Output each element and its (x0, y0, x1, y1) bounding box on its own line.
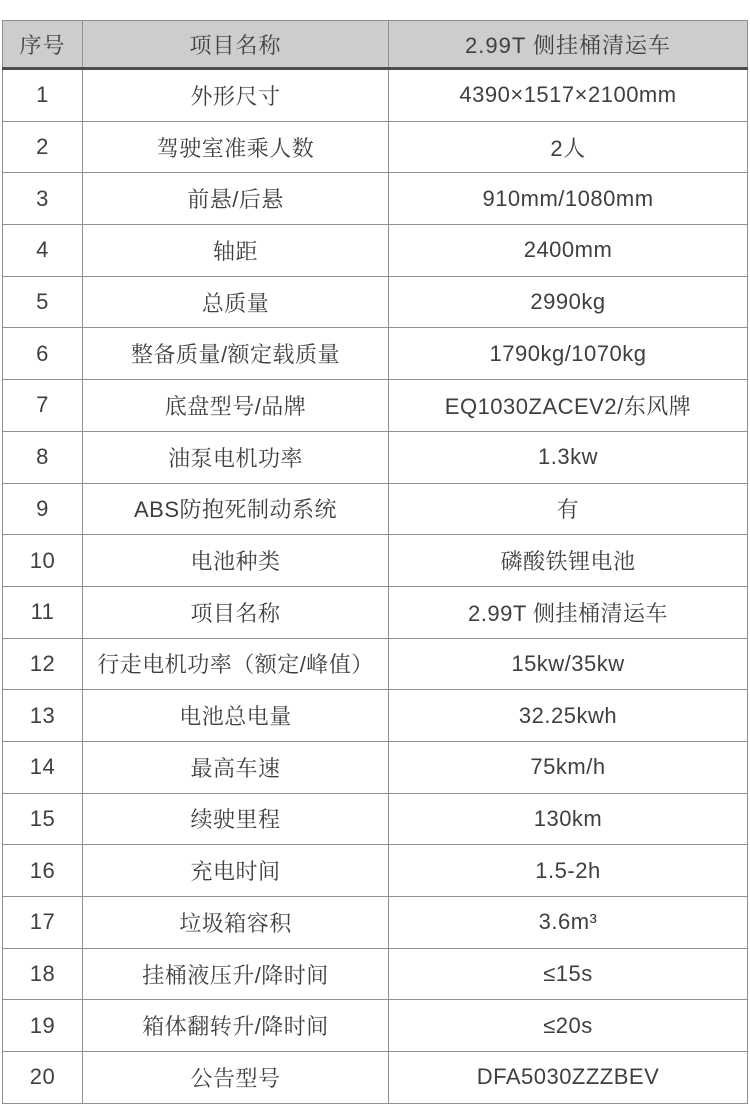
table-row (3, 1052, 748, 1104)
item-name-cell: 行走电机功率（额定/峰值） (83, 638, 389, 690)
item-value-cell: 3.6m³ (389, 897, 748, 949)
table-row (3, 845, 748, 897)
table-row (3, 638, 748, 690)
table-row (3, 586, 748, 638)
table-body (3, 69, 748, 1104)
row-index-cell: 20 (3, 1052, 83, 1104)
item-name-cell: 电池总电量 (83, 690, 389, 742)
item-name-cell: 驾驶室准乘人数 (83, 121, 389, 173)
row-index-cell: 11 (3, 586, 83, 638)
row-index-cell: 15 (3, 793, 83, 845)
row-index-cell: 9 (3, 483, 83, 535)
item-name-cell: 充电时间 (83, 845, 389, 897)
item-value-cell: 2400mm (389, 225, 748, 277)
item-value-cell: 75km/h (389, 741, 748, 793)
item-name-cell: 前悬/后悬 (83, 173, 389, 225)
row-index-cell: 7 (3, 380, 83, 432)
item-name-cell: 电池种类 (83, 535, 389, 587)
table-row (3, 380, 748, 432)
item-value-cell: 130km (389, 793, 748, 845)
item-name-cell: 整备质量/额定载质量 (83, 328, 389, 380)
item-value-cell: 1.3kw (389, 431, 748, 483)
table-row (3, 483, 748, 535)
table-row (3, 328, 748, 380)
item-name-cell: 公告型号 (83, 1052, 389, 1104)
item-name-cell: 外形尺寸 (83, 69, 389, 122)
row-index-cell: 1 (3, 69, 83, 122)
table-row (3, 1000, 748, 1052)
row-index-cell: 8 (3, 431, 83, 483)
item-value-cell: EQ1030ZACEV2/东风牌 (389, 380, 748, 432)
row-index-cell: 10 (3, 535, 83, 587)
column-header-index: 序号 (3, 21, 83, 69)
table-row (3, 948, 748, 1000)
row-index-cell: 18 (3, 948, 83, 1000)
item-name-cell: 最高车速 (83, 741, 389, 793)
item-name-cell: 项目名称 (83, 586, 389, 638)
item-value-cell: ≤20s (389, 1000, 748, 1052)
table-row (3, 897, 748, 949)
row-index-cell: 6 (3, 328, 83, 380)
item-name-cell: 总质量 (83, 276, 389, 328)
item-value-cell: 2人 (389, 121, 748, 173)
item-value-cell: 有 (389, 483, 748, 535)
item-value-cell: 15kw/35kw (389, 638, 748, 690)
item-value-cell: 磷酸铁锂电池 (389, 535, 748, 587)
table-row (3, 225, 748, 277)
item-value-cell: 2.99T 侧挂桶清运车 (389, 586, 748, 638)
row-index-cell: 17 (3, 897, 83, 949)
item-name-cell: 挂桶液压升/降时间 (83, 948, 389, 1000)
table-row (3, 535, 748, 587)
column-header-item-name: 项目名称 (83, 21, 389, 69)
table-row (3, 431, 748, 483)
row-index-cell: 13 (3, 690, 83, 742)
item-name-cell: 油泵电机功率 (83, 431, 389, 483)
item-value-cell: DFA5030ZZZBEV (389, 1052, 748, 1104)
item-value-cell: 4390×1517×2100mm (389, 69, 748, 122)
item-name-cell: 续驶里程 (83, 793, 389, 845)
table-row (3, 741, 748, 793)
table-row (3, 69, 748, 122)
table-row (3, 793, 748, 845)
item-value-cell: 1.5-2h (389, 845, 748, 897)
row-index-cell: 3 (3, 173, 83, 225)
row-index-cell: 14 (3, 741, 83, 793)
row-index-cell: 12 (3, 638, 83, 690)
table-header-row (3, 21, 748, 69)
item-name-cell: 箱体翻转升/降时间 (83, 1000, 389, 1052)
item-name-cell: 轴距 (83, 225, 389, 277)
item-value-cell: ≤15s (389, 948, 748, 1000)
table-row (3, 276, 748, 328)
table-row (3, 121, 748, 173)
item-value-cell: 1790kg/1070kg (389, 328, 748, 380)
item-name-cell: 垃圾箱容积 (83, 897, 389, 949)
row-index-cell: 19 (3, 1000, 83, 1052)
item-value-cell: 32.25kwh (389, 690, 748, 742)
row-index-cell: 2 (3, 121, 83, 173)
item-name-cell: 底盘型号/品牌 (83, 380, 389, 432)
row-index-cell: 5 (3, 276, 83, 328)
item-value-cell: 2990kg (389, 276, 748, 328)
item-value-cell: 910mm/1080mm (389, 173, 748, 225)
row-index-cell: 16 (3, 845, 83, 897)
table-row (3, 173, 748, 225)
column-header-product: 2.99T 侧挂桶清运车 (389, 21, 748, 69)
item-name-cell: ABS防抱死制动系统 (83, 483, 389, 535)
table-row (3, 690, 748, 742)
row-index-cell: 4 (3, 225, 83, 277)
vehicle-spec-table (2, 20, 748, 1104)
